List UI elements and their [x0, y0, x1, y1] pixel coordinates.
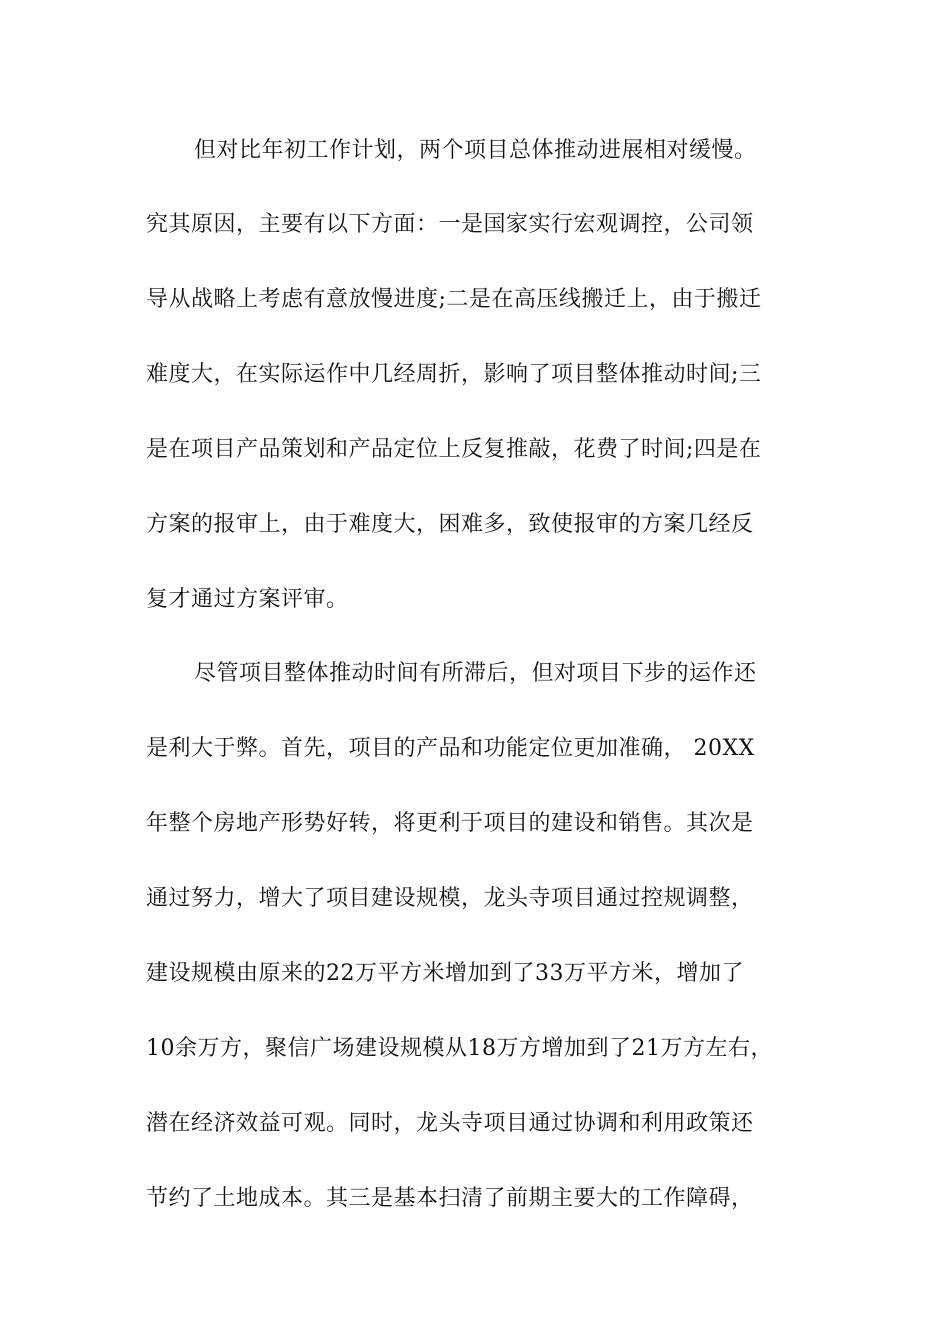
text-line: 但对比年初工作计划，两个项目总体推动进展相对缓慢。	[194, 138, 757, 163]
text-line: 10余万方，聚信广场建设规模从18万方增加到了21万方左右，	[146, 1036, 773, 1061]
text-line: 导从战略上考虑有意放慢进度;二是在高压线搬迁上，由于搬迁	[146, 287, 762, 312]
text-line: 是利大于弊。首先，项目的产品和功能定位更加准确， 20XX	[146, 736, 755, 761]
text-line: 节约了土地成本。其三是基本扫清了前期主要大的工作障碍，	[146, 1186, 754, 1211]
text-line: 年整个房地产形势好转，将更利于项目的建设和销售。其次是	[146, 811, 754, 836]
text-line: 潜在经济效益可观。同时，龙头寺项目通过协调和利用政策还	[146, 1111, 754, 1136]
text-line: 究其原因，主要有以下方面：一是国家实行宏观调控，公司领	[146, 212, 754, 237]
text-line: 通过努力，增大了项目建设规模，龙头寺项目通过控规调整，	[146, 886, 754, 911]
text-line: 难度大，在实际运作中几经周折，影响了项目整体推动时间;三	[146, 362, 762, 387]
text-line: 复才通过方案评审。	[146, 587, 349, 612]
text-line: 建设规模由原来的22万平方米增加到了33万平方米，增加了	[146, 961, 744, 986]
text-line: 尽管项目整体推动时间有所滞后，但对项目下步的运作还	[194, 661, 757, 686]
text-line: 方案的报审上，由于难度大，困难多，致使报审的方案几经反	[146, 512, 754, 537]
text-line: 是在项目产品策划和产品定位上反复推敲，花费了时间;四是在	[146, 437, 762, 462]
